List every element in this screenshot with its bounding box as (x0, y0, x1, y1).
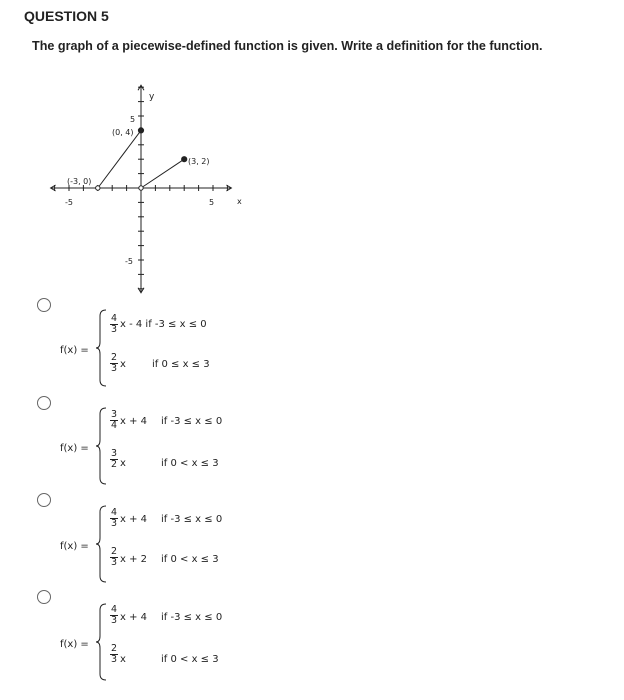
choice-2-piece-1-fraction: $\frac{3}{4}$ (111, 409, 118, 431)
choice-4-radio[interactable] (37, 590, 51, 604)
choice-1-radio[interactable] (37, 298, 51, 312)
choice-3-piece-2-condition: if 0 < x ≤ 3 (161, 554, 219, 565)
choice-2-brace-icon (94, 406, 108, 486)
function-graph (0, 0, 624, 300)
choice-4-brace-icon (94, 602, 108, 682)
choice-4-piece-1-condition: if -3 ≤ x ≤ 0 (161, 612, 223, 623)
y-axis-label: y (149, 92, 155, 102)
choice-1-piece-1-expression: x - 4 if -3 ≤ x ≤ 0 (120, 319, 207, 330)
choice-2 (60, 406, 260, 498)
choice-1-piece-1-fraction: $\frac{4}{3}$ (111, 313, 118, 335)
segment-1 (98, 130, 141, 188)
choice-3-piece-1-condition: if -3 ≤ x ≤ 0 (161, 514, 223, 525)
choice-4-fx-label: f(x) = (60, 639, 89, 650)
point-label-3-2: (3, 2) (188, 157, 210, 166)
segment-1-right-endpoint (138, 128, 143, 133)
choice-4-piece-1-fraction: $\frac{4}{3}$ (111, 604, 118, 626)
x-tick-5-label: 5 (209, 198, 215, 207)
choice-2-piece-2-fraction: $\frac{3}{2}$ (111, 448, 118, 470)
choice-1-brace-icon (94, 308, 108, 388)
choice-3-piece-2-expression: x + 2 (120, 554, 148, 565)
choice-1-piece-2-expression: x (120, 359, 126, 370)
choice-4-piece-2-condition: if 0 < x ≤ 3 (161, 654, 219, 665)
choice-2-radio[interactable] (37, 396, 51, 410)
segment-2-left-endpoint (139, 186, 143, 190)
choice-4 (60, 602, 260, 694)
point-label-0-4: (0, 4) (112, 128, 134, 137)
question-title: QUESTION 5 (24, 8, 109, 24)
choice-2-piece-2-condition: if 0 < x ≤ 3 (161, 458, 219, 469)
choice-4-piece-1-expression: x + 4 (120, 612, 148, 623)
y-tick-5-label: 5 (130, 115, 136, 124)
choice-2-fx-label: f(x) = (60, 443, 89, 454)
choice-3-piece-1-expression: x + 4 (120, 514, 148, 525)
choice-1-piece-2-fraction: $\frac{2}{3}$ (111, 352, 118, 374)
y-tick-neg5-label: -5 (125, 257, 133, 266)
choice-1-fx-label: f(x) = (60, 345, 89, 356)
choice-1-piece-2-condition: if 0 ≤ x ≤ 3 (152, 359, 210, 370)
choice-3-brace-icon (94, 504, 108, 584)
choice-4-piece-2-fraction: $\frac{2}{3}$ (111, 643, 118, 665)
choice-3-piece-1-fraction: $\frac{4}{3}$ (111, 507, 118, 529)
point-label-neg3-0: (-3, 0) (67, 177, 92, 186)
choice-3-radio[interactable] (37, 493, 51, 507)
choice-1 (60, 308, 260, 400)
question-prompt: The graph of a piecewise-defined function is given. Write a definition for the function. (32, 39, 543, 53)
choice-2-piece-1-expression: x + 4 (120, 416, 148, 427)
segment-2 (141, 159, 184, 188)
choice-2-piece-1-condition: if -3 ≤ x ≤ 0 (161, 416, 223, 427)
segment-1-left-endpoint (96, 186, 100, 190)
segment-2-right-endpoint (182, 157, 187, 162)
choice-4-piece-2-expression: x (120, 654, 126, 665)
x-tick-neg5-label: -5 (65, 198, 73, 207)
choice-3 (60, 504, 260, 596)
x-axis-label: x (237, 197, 242, 206)
choice-2-piece-2-expression: x (120, 458, 126, 469)
choice-3-fx-label: f(x) = (60, 541, 89, 552)
choice-3-piece-2-fraction: $\frac{2}{3}$ (111, 546, 118, 568)
